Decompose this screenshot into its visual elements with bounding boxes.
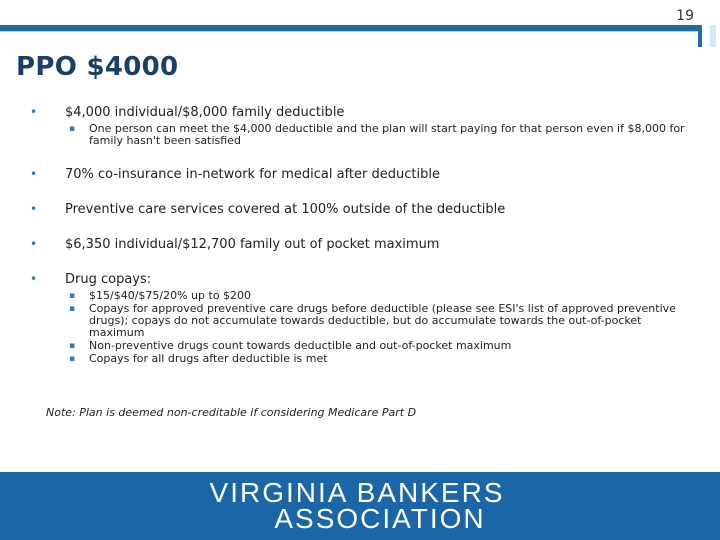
sub-bullet: ▪ $15/$40/$75/20% up to $200 (28, 290, 698, 302)
header-rule-accent (0, 31, 698, 32)
slide-title: PPO $4000 (16, 52, 179, 82)
bullet-preventive: • Preventive care services covered at 100% outside of the deductible (28, 202, 698, 217)
bullet-oop-max: • $6,350 individual/$12,700 family out of pocket maximum (28, 237, 698, 252)
logo-text-line1: VIRGINIA BANKERS (209, 477, 505, 508)
bullet-drug-copays: • Drug copays: (28, 272, 698, 287)
sub-list-drug-copays (28, 290, 698, 365)
footnote: Note: Plan is deemed non-creditable if considering Medicare Part D (46, 406, 417, 419)
bullet-coinsurance: • 70% co-insurance in-network for medical after deductible (28, 167, 698, 182)
sub-bullet: ▪ One person can meet the $4,000 deductible and the plan will start paying for that person even if $8,000 for family hasn't been satisfied (28, 123, 698, 147)
bullet-deductible: • $4,000 individual/$8,000 family deductible (28, 105, 698, 120)
sub-bullet: ▪ Copays for approved preventive care drugs before deductible (please see ESI's list of approved preventive drugs); copays do not accumulate towards deductible, but do accumulate towards the out-of-pocket maximum (28, 303, 698, 339)
slide-number: 19 (676, 8, 694, 24)
sub-bullet: ▪ Non-preventive drugs count towards deductible and out-of-pocket maximum (28, 340, 698, 352)
logo-text-line2: ASSOCIATION (274, 503, 486, 534)
sub-bullet: ▪ Copays for all drugs after deductible is met (28, 353, 698, 365)
bullet-list (28, 105, 698, 365)
sub-list-deductible (28, 123, 698, 147)
footer-banner (0, 472, 720, 540)
corner-accent-dark (698, 25, 702, 47)
corner-accent-light (710, 25, 716, 47)
